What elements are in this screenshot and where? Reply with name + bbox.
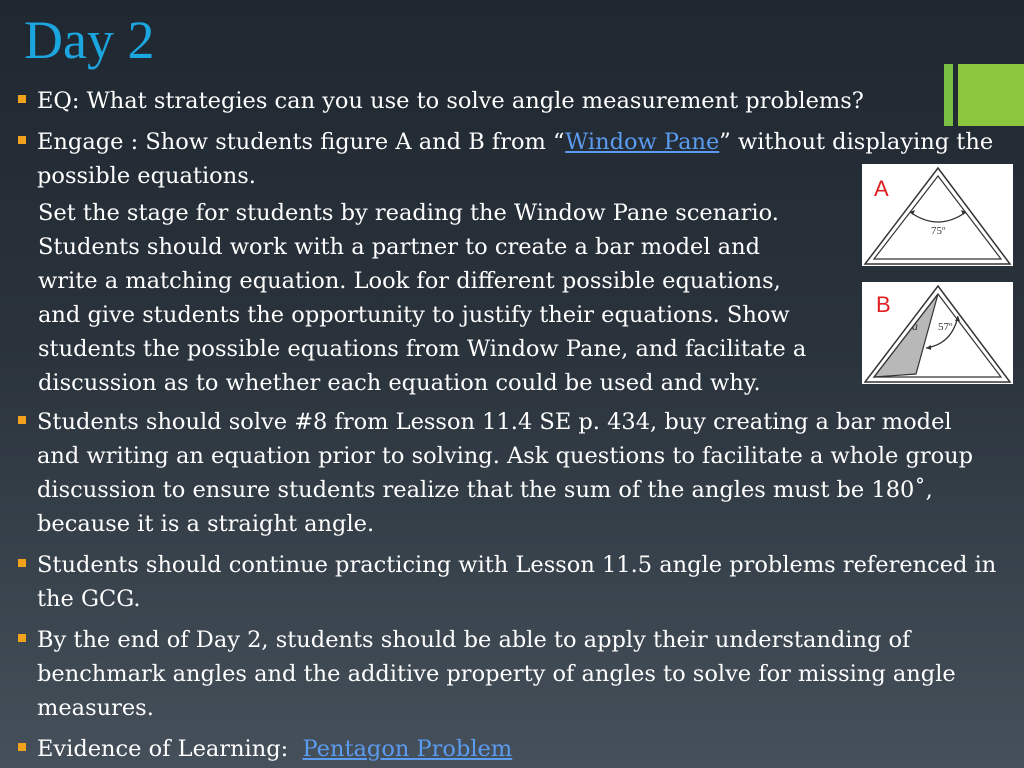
bullet-end-of-day-text: By the end of Day 2, students should be able to apply their understanding of benchmark angles and the additive property of angles to solve for missing angle measures. <box>37 627 956 721</box>
bullet-marker <box>18 136 26 144</box>
bullet-eq <box>18 84 998 118</box>
engage-detail-line: Set the stage for students by reading the Window Pane scenario. <box>38 200 779 226</box>
bullet-marker <box>18 95 26 103</box>
bullet-evidence-text <box>37 732 998 766</box>
bullet-eq-text: EQ: What strategies can you use to solve angle measurement problems? <box>37 88 864 114</box>
pentagon-problem-link[interactable]: Pentagon Problem <box>302 736 513 762</box>
bullet-solve-text: Students should solve #8 from Lesson 11.4 SE p. 434, buy creating a bar model and writing an equation prior to solving. Ask questions to facilitate a whole group discussion to ensure students realize that the sum of the angles must be 180˚, because it is a straight angle. <box>37 409 974 537</box>
bullet-evidence <box>18 732 998 766</box>
figure-b-drawing <box>862 282 1013 384</box>
evidence-label: Evidence of Learning: <box>37 736 303 762</box>
bullet-solve <box>18 405 998 541</box>
bullet-engage-text <box>37 125 998 193</box>
figure-b-label: B <box>876 292 891 317</box>
figure-a-label: A <box>874 176 889 201</box>
engage-detail-line: and give students the opportunity to justify their equations. Show <box>38 302 790 328</box>
figure-a-angle: 75º <box>931 225 946 237</box>
engage-detail-line: Students should work with a partner to create a bar model and <box>38 234 760 260</box>
engage-detail-line: students the possible equations from Window Pane, and facilitate a <box>38 336 807 362</box>
bullet-marker <box>18 634 26 642</box>
bullet-marker <box>18 416 26 424</box>
figure-a-drawing <box>862 164 1013 266</box>
engage-detail <box>38 196 858 400</box>
bullet-engage <box>18 125 998 193</box>
slide-title: Day 2 <box>24 10 155 70</box>
figure-b-unknown: a <box>912 319 918 333</box>
figure-a <box>862 164 1013 266</box>
figure-b <box>862 282 1013 384</box>
engage-post: ” without displaying the possible equations. <box>37 129 994 189</box>
figure-b-angle: 57º <box>938 321 953 333</box>
bullet-practice-text: Students should continue practicing with Lesson 11.5 angle problems referenced in the GCG. <box>37 552 997 612</box>
bullet-practice <box>18 548 998 616</box>
engage-detail-line: write a matching equation. Look for different possible equations, <box>38 268 781 294</box>
window-pane-link[interactable]: Window Pane <box>565 129 720 155</box>
bullet-end-of-day <box>18 623 978 725</box>
bullet-marker <box>18 743 26 751</box>
engage-pre: Engage : Show students figure A and B from “ <box>37 129 566 155</box>
engage-detail-line: discussion as to whether each equation could be used and why. <box>38 370 761 396</box>
bullet-marker <box>18 559 26 567</box>
